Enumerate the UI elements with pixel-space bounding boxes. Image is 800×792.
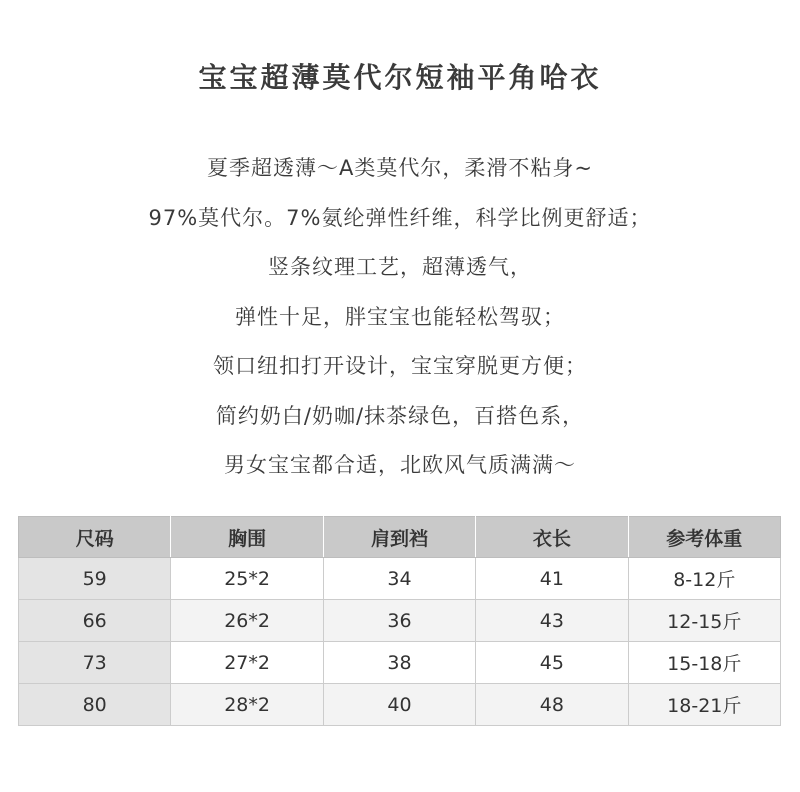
header-weight: 参考体重 <box>628 517 780 558</box>
table-row <box>19 558 781 600</box>
shoulder-to-crotch-cell: 40 <box>323 684 475 726</box>
weight-cell: 15-18斤 <box>628 642 780 684</box>
header-length: 衣长 <box>476 517 628 558</box>
size-chart-table <box>18 516 781 726</box>
length-cell: 48 <box>476 684 628 726</box>
size-cell: 73 <box>19 642 171 684</box>
product-description <box>0 144 800 491</box>
table-row <box>19 684 781 726</box>
size-cell: 80 <box>19 684 171 726</box>
size-cell: 59 <box>19 558 171 600</box>
weight-cell: 18-21斤 <box>628 684 780 726</box>
description-line: 简约奶白/奶咖/抹茶绿色，百搭色系， <box>215 403 585 428</box>
description-line: 竖条纹理工艺，超薄透气， <box>268 255 532 279</box>
length-cell: 43 <box>476 600 628 642</box>
shoulder-to-crotch-cell: 36 <box>323 600 475 642</box>
length-cell: 41 <box>476 558 628 600</box>
shoulder-to-crotch-cell: 38 <box>323 642 475 684</box>
chest-cell: 27*2 <box>171 642 323 684</box>
size-cell: 66 <box>19 600 171 642</box>
weight-cell: 8-12斤 <box>628 558 780 600</box>
description-line: 97%莫代尔。7%氨纶弹性纤维，科学比例更舒适； <box>148 205 652 230</box>
header-chest: 胸围 <box>171 517 323 558</box>
description-line: 领口纽扣打开设计，宝宝穿脱更方便； <box>213 354 587 378</box>
description-line: 男女宝宝都合适，北欧风气质满满～ <box>224 453 576 477</box>
chest-cell: 26*2 <box>171 600 323 642</box>
header-size: 尺码 <box>19 517 171 558</box>
chest-cell: 25*2 <box>171 558 323 600</box>
description-line: 弹性十足，胖宝宝也能轻松驾驭； <box>235 304 565 329</box>
length-cell: 45 <box>476 642 628 684</box>
page-title: 宝宝超薄莫代尔短袖平角哈衣 <box>198 61 602 94</box>
weight-cell: 12-15斤 <box>628 600 780 642</box>
header-shoulder-to-crotch: 肩到裆 <box>323 517 475 558</box>
table-row <box>19 600 781 642</box>
shoulder-to-crotch-cell: 34 <box>323 558 475 600</box>
table-row <box>19 642 781 684</box>
table-header-row <box>19 517 781 558</box>
description-line: 夏季超透薄～A类莫代尔，柔滑不粘身~ <box>207 156 593 180</box>
chest-cell: 28*2 <box>171 684 323 726</box>
